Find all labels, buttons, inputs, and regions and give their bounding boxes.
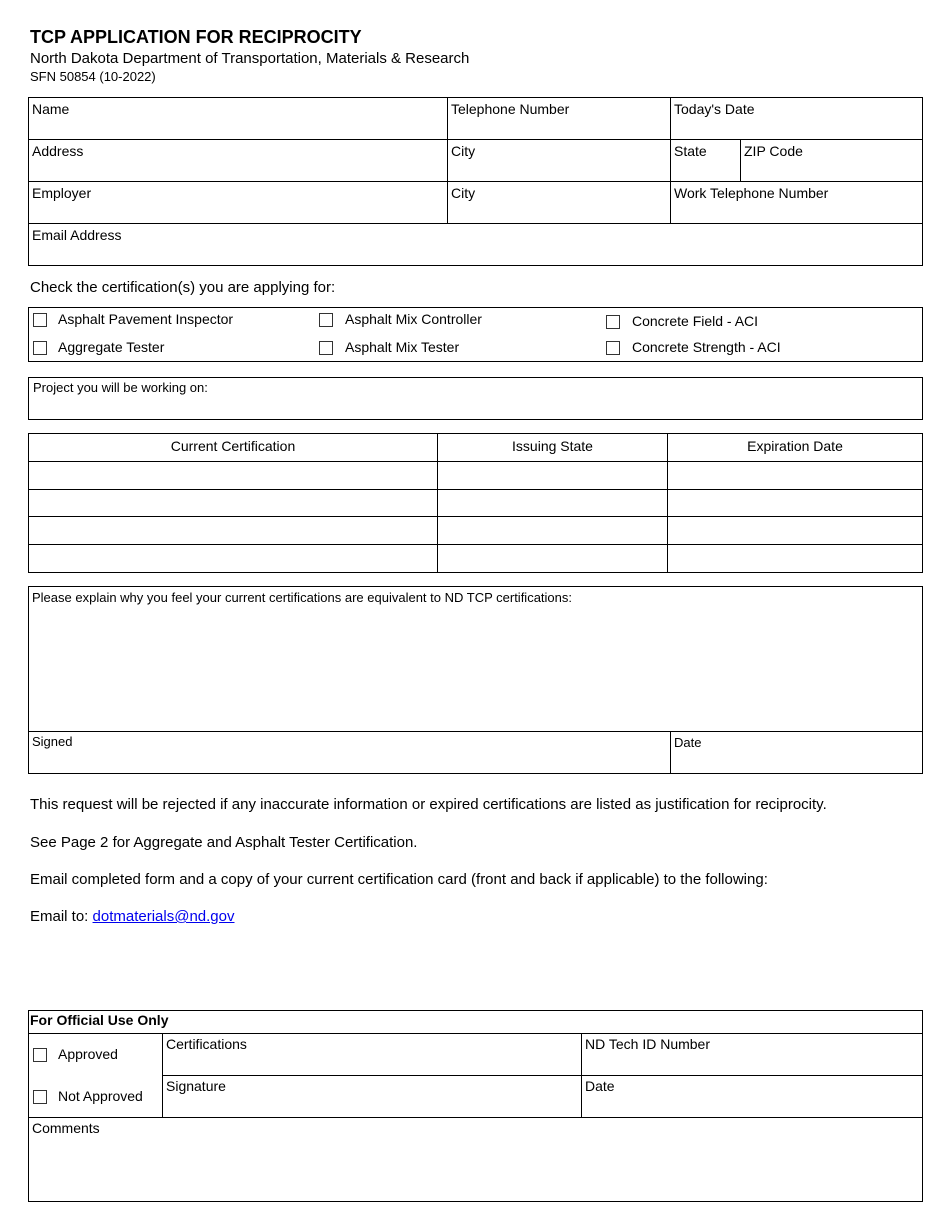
- employer-city-label: City: [451, 185, 476, 201]
- todays-date-field[interactable]: [671, 98, 922, 138]
- col-header-issuing-state: Issuing State: [512, 438, 593, 454]
- address-label: Address: [32, 143, 84, 159]
- todays-date-label: Today's Date: [674, 101, 755, 117]
- signed-field[interactable]: [29, 732, 669, 773]
- label-concrete-field-aci: Concrete Field - ACI: [632, 313, 759, 329]
- project-field[interactable]: [28, 377, 923, 420]
- name-label: Name: [32, 101, 70, 117]
- table-row[interactable]: [29, 490, 922, 516]
- col-header-current-certification: Current Certification: [170, 438, 296, 454]
- official-date-field[interactable]: [582, 1076, 922, 1116]
- label-concrete-strength-aci: Concrete Strength - ACI: [632, 339, 781, 355]
- employer-label: Employer: [32, 185, 92, 201]
- email-instructions: Email completed form and a copy of your current certification card (front and back if applicable) to the following:: [30, 871, 768, 888]
- official-date-label: Date: [585, 1078, 615, 1094]
- work-telephone-field[interactable]: [671, 182, 922, 222]
- official-use-heading: For Official Use Only: [30, 1012, 169, 1028]
- official-certifications-label: Certifications: [166, 1036, 247, 1052]
- official-signature-label: Signature: [166, 1078, 226, 1094]
- signed-date-field[interactable]: [671, 732, 922, 773]
- label-asphalt-mix-tester: Asphalt Mix Tester: [345, 339, 460, 355]
- checkbox-asphalt-mix-controller[interactable]: [319, 313, 333, 327]
- label-not-approved: Not Approved: [58, 1088, 143, 1104]
- form-number: SFN 50854 (10-2022): [30, 69, 156, 84]
- state-label: State: [674, 143, 707, 159]
- email-prefix: Email to:: [30, 908, 93, 925]
- telephone-label: Telephone Number: [451, 101, 570, 117]
- zip-label: ZIP Code: [744, 143, 803, 159]
- employer-field[interactable]: [29, 182, 446, 222]
- explanation-label: Please explain why you feel your current certifications are equivalent to ND TCP certifications:: [32, 590, 573, 605]
- table-row[interactable]: [29, 517, 922, 544]
- label-aggregate-tester: Aggregate Tester: [58, 339, 165, 355]
- work-telephone-label: Work Telephone Number: [674, 185, 829, 201]
- col-header-expiration-date: Expiration Date: [747, 438, 843, 454]
- checkbox-approved[interactable]: [33, 1048, 47, 1062]
- signed-label: Signed: [32, 734, 73, 749]
- comments-field[interactable]: [29, 1118, 922, 1201]
- checkbox-aggregate-tester[interactable]: [33, 341, 47, 355]
- comments-label: Comments: [32, 1120, 100, 1136]
- certification-prompt: Check the certification(s) you are applying for:: [30, 279, 336, 296]
- signed-date-label: Date: [674, 735, 702, 750]
- checkbox-asphalt-mix-tester[interactable]: [319, 341, 333, 355]
- state-field[interactable]: [671, 140, 739, 180]
- checkbox-concrete-field-aci[interactable]: [606, 315, 620, 329]
- table-row[interactable]: [29, 462, 922, 489]
- zip-field[interactable]: [741, 140, 922, 180]
- table-row[interactable]: [29, 545, 922, 572]
- official-signature-field[interactable]: [163, 1076, 580, 1116]
- email-label: Email Address: [32, 227, 122, 243]
- email-link[interactable]: dotmaterials@nd.gov: [92, 908, 235, 925]
- checkbox-not-approved[interactable]: [33, 1090, 47, 1104]
- city-field[interactable]: [448, 140, 669, 180]
- page-title: TCP APPLICATION FOR RECIPROCITY: [30, 27, 362, 47]
- checkbox-asphalt-pavement-inspector[interactable]: [33, 313, 47, 327]
- email-field[interactable]: [29, 224, 922, 265]
- rejection-note: This request will be rejected if any inaccurate information or expired certifications are listed as justification for reciprocity.: [30, 796, 827, 813]
- employer-city-field[interactable]: [448, 182, 669, 222]
- label-approved: Approved: [58, 1046, 118, 1062]
- email-line: [30, 908, 235, 925]
- explanation-field[interactable]: [29, 587, 922, 730]
- checkbox-concrete-strength-aci[interactable]: [606, 341, 620, 355]
- label-asphalt-mix-controller: Asphalt Mix Controller: [345, 311, 482, 327]
- tech-id-field[interactable]: [582, 1034, 922, 1074]
- page2-note: See Page 2 for Aggregate and Asphalt Tester Certification.: [30, 834, 418, 851]
- official-certifications-field[interactable]: [163, 1034, 580, 1074]
- city-label: City: [451, 143, 476, 159]
- telephone-field[interactable]: [448, 98, 669, 138]
- department-name: North Dakota Department of Transportation, Materials & Research: [30, 50, 470, 67]
- label-asphalt-pavement-inspector: Asphalt Pavement Inspector: [58, 311, 234, 327]
- project-label: Project you will be working on:: [33, 380, 208, 395]
- name-field[interactable]: [29, 98, 446, 138]
- tech-id-label: ND Tech ID Number: [585, 1036, 711, 1052]
- address-field[interactable]: [29, 140, 446, 180]
